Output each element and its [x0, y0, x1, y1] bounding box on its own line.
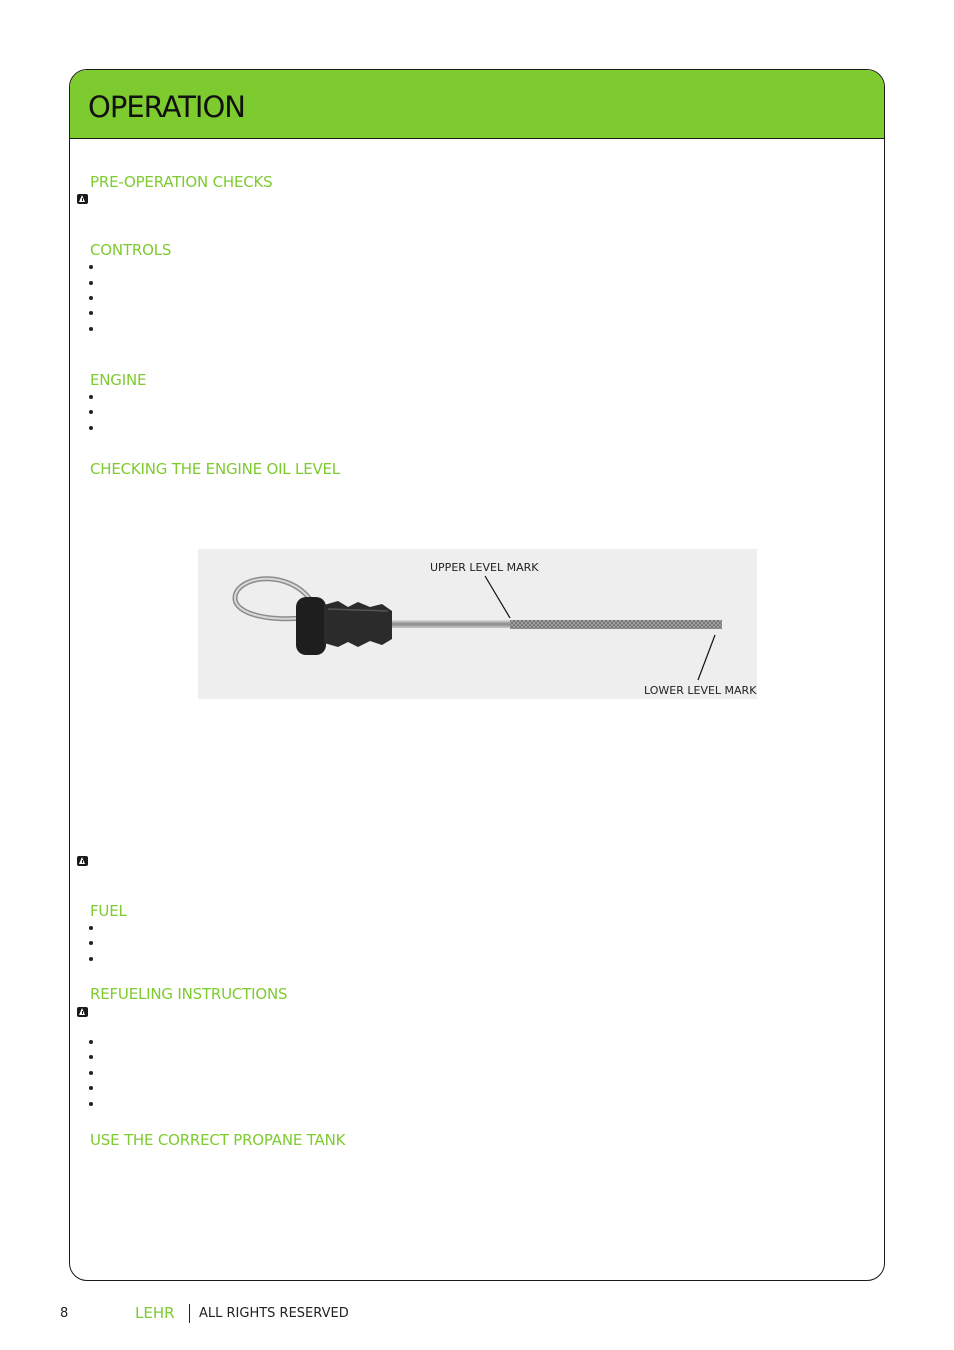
bullet-point	[89, 327, 93, 331]
bullet-point	[89, 941, 93, 945]
heading-refueling-instructions: REFUELING INSTRUCTIONS	[90, 985, 288, 1003]
bullet-point	[89, 281, 93, 285]
lower-level-mark-label: LOWER LEVEL MARK	[644, 684, 757, 697]
bullet-point	[89, 957, 93, 961]
bullet-point	[89, 926, 93, 930]
bullet-point	[89, 426, 93, 430]
page-title: OPERATION	[88, 90, 245, 124]
heading-propane-tank: USE THE CORRECT PROPANE TANK	[90, 1131, 346, 1149]
bullet-point	[89, 410, 93, 414]
bullet-point	[89, 1040, 93, 1044]
upper-level-mark-label: UPPER LEVEL MARK	[430, 561, 539, 574]
footer-divider	[189, 1304, 190, 1323]
bullet-point	[89, 311, 93, 315]
footer-rights: ALL RIGHTS RESERVED	[199, 1306, 349, 1321]
section-header-bar	[70, 70, 884, 139]
footer-brand: LEHR	[135, 1304, 175, 1322]
bullet-point	[89, 1086, 93, 1090]
dipstick-photo	[198, 549, 757, 699]
heading-fuel: FUEL	[90, 902, 127, 920]
heading-controls: CONTROLS	[90, 241, 172, 259]
bullet-point	[89, 296, 93, 300]
bullet-point	[89, 1071, 93, 1075]
heading-checking-oil-level: CHECKING THE ENGINE OIL LEVEL	[90, 460, 340, 478]
bullet-point	[89, 265, 93, 269]
warning-icon	[77, 1007, 88, 1017]
bullet-point	[89, 1055, 93, 1059]
warning-icon	[77, 856, 88, 866]
heading-pre-operation-checks: PRE-OPERATION CHECKS	[90, 173, 273, 191]
warning-icon	[77, 194, 88, 204]
heading-engine: ENGINE	[90, 371, 147, 389]
page-number: 8	[60, 1306, 69, 1321]
bullet-point	[89, 395, 93, 399]
bullet-point	[89, 1102, 93, 1106]
